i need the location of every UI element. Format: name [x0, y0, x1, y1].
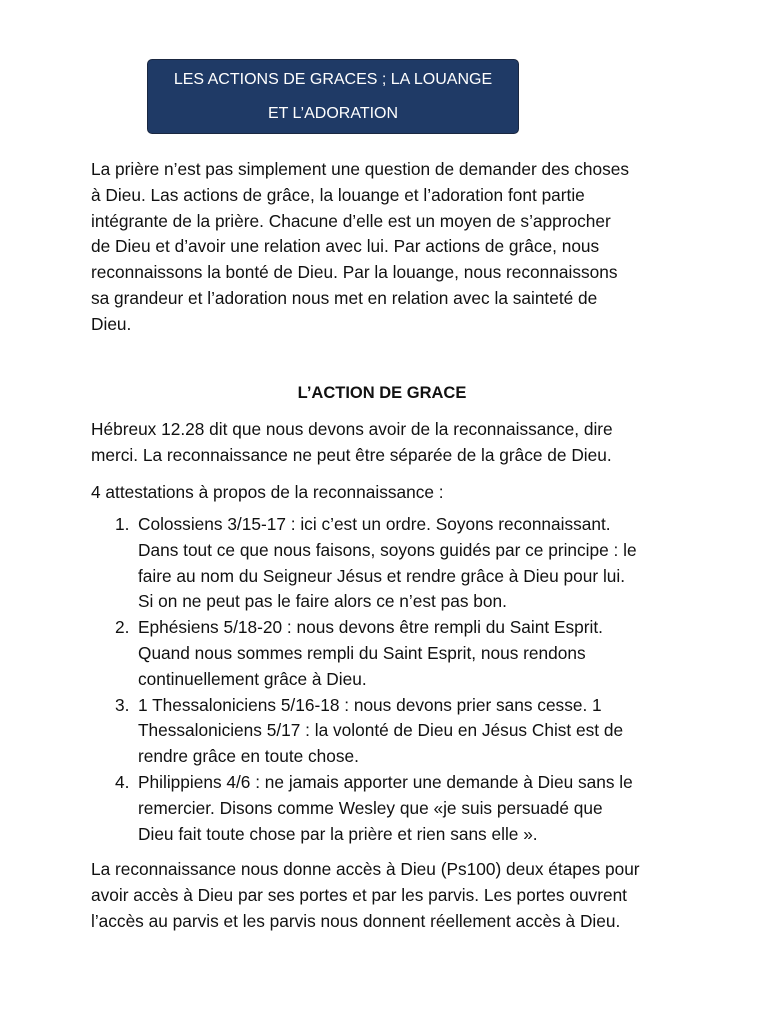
section-heading: L’ACTION DE GRACE [297, 384, 467, 402]
intro-line: à Dieu. Las actions de grâce, la louange et l’adoration font partie [91, 184, 585, 205]
hebrews-paragraph [91, 417, 691, 469]
attestations-list [91, 512, 691, 847]
list-item-line: rendre grâce en toute chose. [138, 746, 359, 767]
title-line-1: LES ACTIONS DE GRACES ; LA LOUANGE [173, 71, 493, 88]
intro-line: sa grandeur et l’adoration nous met en relation avec la sainteté de [91, 287, 598, 308]
attestations-intro: 4 attestations à propos de la reconnaissance : [91, 482, 444, 502]
intro-paragraph [91, 157, 691, 338]
hebrews-line: merci. La reconnaissance ne peut être séparée de la grâce de Dieu. [91, 444, 612, 465]
intro-line: reconnaissons la bonté de Dieu. Par la louange, nous reconnaissons [91, 262, 618, 283]
list-item-line: 1 Thessaloniciens 5/16-18 : nous devons prier sans cesse. 1 [138, 694, 602, 715]
list-item-line: remercier. Disons comme Wesley que «je suis persuadé que [138, 797, 603, 818]
list-item-line: Philippiens 4/6 : ne jamais apporter une demande à Dieu sans le [138, 771, 633, 792]
list-item-line: faire au nom du Seigneur Jésus et rendre grâce à Dieu pour lui. [138, 565, 626, 586]
list-item [91, 615, 691, 692]
intro-line: Dieu. [91, 313, 132, 334]
list-item [91, 512, 691, 615]
closing-line: l’accès au parvis et les parvis nous donnent réellement accès à Dieu. [91, 910, 621, 931]
hebrews-line: Hébreux 12.28 dit que nous devons avoir de la reconnaissance, dire [91, 419, 613, 439]
list-item-line: Quand nous sommes rempli du Saint Esprit, nous rendons [138, 642, 586, 663]
list-item-line: Dieu fait toute chose par la prière et rien sans elle ». [138, 823, 538, 844]
title-box [147, 59, 519, 134]
closing-paragraph [91, 857, 691, 934]
list-item-line: Ephésiens 5/18-20 : nous devons être rempli du Saint Esprit. [138, 617, 603, 638]
title-line-2: ET L’ADORATION [267, 105, 399, 122]
list-item-number: 3. [115, 694, 130, 715]
list-item-number: 2. [115, 617, 130, 638]
list-item-number: 1. [115, 514, 130, 534]
intro-line: La prière n’est pas simplement une question de demander des choses [91, 159, 629, 179]
closing-line: avoir accès à Dieu par ses portes et par les parvis. Les portes ouvrent [91, 884, 627, 905]
closing-line: La reconnaissance nous donne accès à Dieu (Ps100) deux étapes pour [91, 859, 640, 879]
list-item-line: Si on ne peut pas le faire alors ce n’est pas bon. [138, 591, 507, 612]
list-item-line: Colossiens 3/15-17 : ici c’est un ordre. Soyons reconnaissant. [138, 514, 611, 534]
intro-line: de Dieu et d’avoir une relation avec lui. Par actions de grâce, nous [91, 236, 600, 257]
list-item-line: Thessaloniciens 5/17 : la volonté de Dieu en Jésus Chist est de [138, 720, 624, 741]
intro-line: intégrante de la prière. Chacune d’elle est un moyen de s’approcher [91, 210, 611, 231]
list-item [91, 770, 691, 847]
list-item-number: 4. [115, 771, 130, 792]
list-item-line: continuellement grâce à Dieu. [138, 668, 367, 689]
list-item-line: Dans tout ce que nous faisons, soyons guidés par ce principe : le [138, 539, 637, 560]
list-item [91, 693, 691, 770]
